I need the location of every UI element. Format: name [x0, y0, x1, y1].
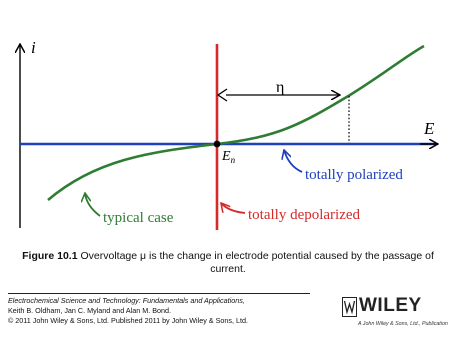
figure-caption [12, 250, 444, 276]
typical-case-label: typical case [103, 210, 174, 226]
publisher-name: WILEY [359, 295, 422, 316]
equilibrium-point [214, 141, 221, 148]
caption-lead: Figure 10.1 [22, 250, 78, 262]
depolarized-label: totally depolarized [248, 207, 361, 223]
source-divider [8, 293, 310, 294]
overvoltage-symbol: η [276, 79, 285, 96]
source-copyright: © 2011 John Wiley & Sons, Ltd. Published 2011 by John Wiley & Sons, Ltd. [8, 316, 248, 326]
source-title: Electrochemical Science and Technology: Fundamentals and Applications, [8, 296, 245, 305]
source-authors: Keith B. Oldham, Jan C. Myland and Alan M. Bond. [8, 306, 172, 316]
equilibrium-label [221, 149, 236, 165]
publisher-tagline: A John Wiley & Sons, Ltd., Publication [358, 321, 448, 327]
depolarized-pointer [221, 203, 245, 213]
wiley-emblem-icon [342, 297, 357, 317]
source-credit [8, 296, 338, 327]
potential-axis-label: E [424, 119, 435, 138]
overvoltage-arrow-left-head [218, 89, 227, 101]
equilibrium-label-main: E [222, 149, 231, 164]
current-axis-label: i [31, 38, 36, 57]
publisher-logo [340, 296, 446, 334]
polarized-label: totally polarized [305, 167, 403, 183]
typical-case-pointer [85, 193, 100, 216]
caption-text: Overvoltage μ is the change in electrode potential caused by the passage of current. [80, 250, 434, 275]
equilibrium-label-sub: n [230, 155, 236, 165]
polarized-pointer [284, 150, 302, 172]
